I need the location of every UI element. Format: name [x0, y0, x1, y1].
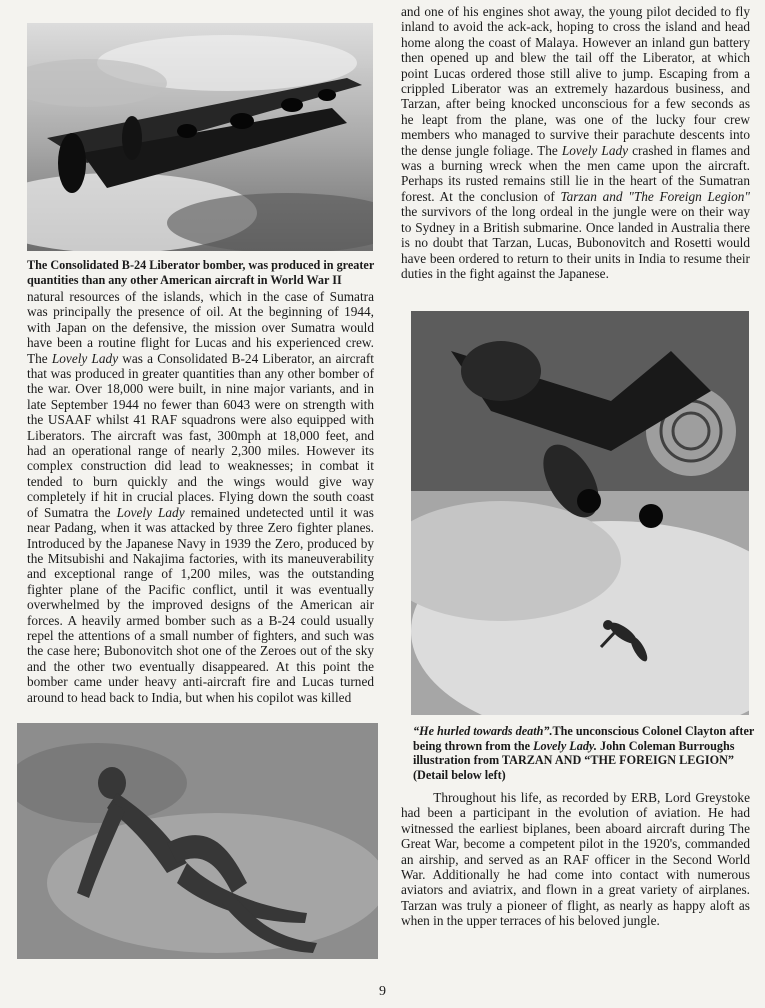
text-line: Tarzan was truly a pioneer of flight, as nearly as happy aloft as	[401, 897, 750, 913]
text-line: had been a participant in the evolution of aviation. He had	[401, 805, 750, 821]
text-line: aviators and aviatrix, and flown in a great variety of airplanes.	[401, 882, 750, 898]
text-line: witnessed the earliest biplanes, been aboard aircraft during The	[401, 820, 750, 836]
caption-quote: “He hurled towards death”.	[413, 724, 553, 738]
text-line: then opened up and blew the tail off the Liberator, at which	[401, 50, 750, 66]
text-line: around to head back to India, but when his copilot was killed	[27, 689, 352, 705]
text-line: with Japan on the defensive, the mission over Sumatra would	[27, 319, 374, 335]
text-line: Liberators. The aircraft was fast, 300mph at 18,000 feet, and	[27, 427, 374, 443]
text-line: and the other two eventually disappeared. At this point the	[27, 658, 374, 674]
falling-man-illustration	[411, 311, 749, 715]
right-column-text-top	[401, 4, 750, 281]
text-line: complex construction did lead to weaknesses; in combat it	[27, 458, 374, 474]
text-line: he leapt from the plane, was one of the lucky four crew	[401, 111, 750, 127]
text-line: War. Additionally he had come into contact with numerous	[401, 867, 750, 883]
text-line: the case here; Bubonovitch shot one of the Zeroes out of the sky	[27, 643, 374, 659]
text-line: repel the attentions of a small number of fighters, and such was	[27, 627, 374, 643]
text-line: an airship, and served as an RAF officer in the Second World	[401, 851, 750, 867]
text-line: the Mitsubishi and Nakajima factories, with its maneuverability	[27, 550, 374, 566]
text-line: is no doubt that Tarzan, Lucas, Bubonovitch and Rosetti would	[401, 235, 750, 251]
text-line: forest. At the conclusion of Tarzan and "The Foreign Legion"	[401, 188, 750, 204]
text-line: have been a routine flight for Lucas and his experienced crew.	[27, 335, 374, 351]
text-line: and one of his engines shot away, the young pilot decided to fly	[401, 4, 750, 19]
caption-line: illustration from TARZAN AND “THE FOREIGN LEGION”	[413, 753, 734, 768]
caption-emphasis: Lovely Lady.	[533, 738, 597, 753]
text-line: near Padang, when it was attacked by three Zero fighter planes.	[27, 520, 374, 536]
text-line: the dense jungle foliage. The Lovely Lady crashed in flames and	[401, 142, 750, 158]
text-line: Great War, become a competent pilot in the 1920's, commanded	[401, 836, 750, 852]
text-line: when in the upper terraces of his beloved jungle.	[401, 913, 660, 929]
text-line: The Lovely Lady was a Consolidated B-24 Liberator, an aircraft	[27, 350, 374, 366]
text-line: the USAAF whilst 41 RAF squadrons were also equipped with	[27, 412, 374, 428]
text-line: forces. A heavily armed bomber such as a B-24 could usually	[27, 612, 374, 628]
text-line: tended to burn quickly and the wings would give way	[27, 473, 374, 489]
text-line: Tarzan, after being knocked unconscious for a few seconds as	[401, 96, 750, 112]
text-line: have been ordered to return to their units in India to resume their	[401, 250, 750, 266]
text-line: members who managed to survive their parachute descents into	[401, 127, 750, 143]
text-line: natural resources of the islands, which in the case of Sumatra	[27, 289, 374, 304]
left-column-text	[27, 289, 374, 705]
right-column-text-bottom	[401, 790, 750, 929]
page-number: 9	[379, 984, 386, 999]
text-line: overwhelmed by the improved designs of the American air	[27, 597, 374, 613]
text-line: point Lucas ordered those still alive to jump. Escaping from a	[401, 65, 750, 81]
falling-man-detail-illustration	[17, 723, 378, 959]
b24-photo-caption	[27, 258, 377, 287]
text-line: crippled Liberator was an extremely hazardous business, and	[401, 81, 750, 97]
text-line: and exceptional range of 1,200 miles, was the outstanding	[27, 566, 374, 582]
text-line: Introduced by the Japanese Navy in 1939 the Zero, produced by	[27, 535, 374, 551]
caption-line: (Detail below left)	[413, 767, 506, 782]
illustration-caption	[413, 724, 755, 782]
text-line: was principally the presence of oil. At the beginning of 1944,	[27, 304, 374, 320]
caption-line: The unconscious Colonel Clayton after	[552, 724, 755, 738]
caption-line: quantities than any other American aircraft in World War II	[27, 272, 342, 287]
b24-bomber-photo	[27, 23, 373, 251]
text-line: Perhaps its rusted remains still lie in the heart of the Sumatran	[401, 173, 750, 189]
caption-line: being thrown from the	[413, 738, 534, 753]
text-line: to Sydney in a British submarine. Once landed in Australia there	[401, 219, 750, 235]
text-line: the war. Over 18,000 were built, in nine major variants, and in	[27, 381, 374, 397]
caption-line: John Coleman Burroughs	[596, 738, 735, 753]
text-line: bomber came under heavy anti-aircraft fire and Lucas turned	[27, 674, 374, 690]
text-line: duties in the fight against the Japanese.	[401, 265, 609, 281]
text-line: of Sumatra the Lovely Lady remained undetected until it was	[27, 504, 374, 520]
text-line: the survivors of the long ordeal in the jungle were on their way	[401, 204, 750, 220]
text-line: that was produced in greater quantities than any other bomber of	[27, 366, 374, 382]
text-line: had an operational range of nearly 2,300 miles. However its	[27, 443, 374, 459]
text-line: late September 1944 no fewer than 6043 were on strength with	[27, 396, 374, 412]
text-line: home along the coast of Malaya. However an inland gun battery	[401, 34, 750, 50]
text-line: was a burning wreck when the men came upon the aircraft.	[401, 158, 750, 174]
text-line: completely if hit in crucial places. Flying down the south coast	[27, 489, 374, 505]
text-line: inland to avoid the ack-ack, hoping to cross the island and head	[401, 19, 750, 35]
text-line: Throughout his life, as recorded by ERB, Lord Greystoke	[401, 790, 750, 805]
text-line: fighter plane of the Pacific conflict, until it was eventually	[27, 581, 374, 597]
caption-line: The Consolidated B-24 Liberator bomber, was produced in greater	[27, 258, 375, 272]
